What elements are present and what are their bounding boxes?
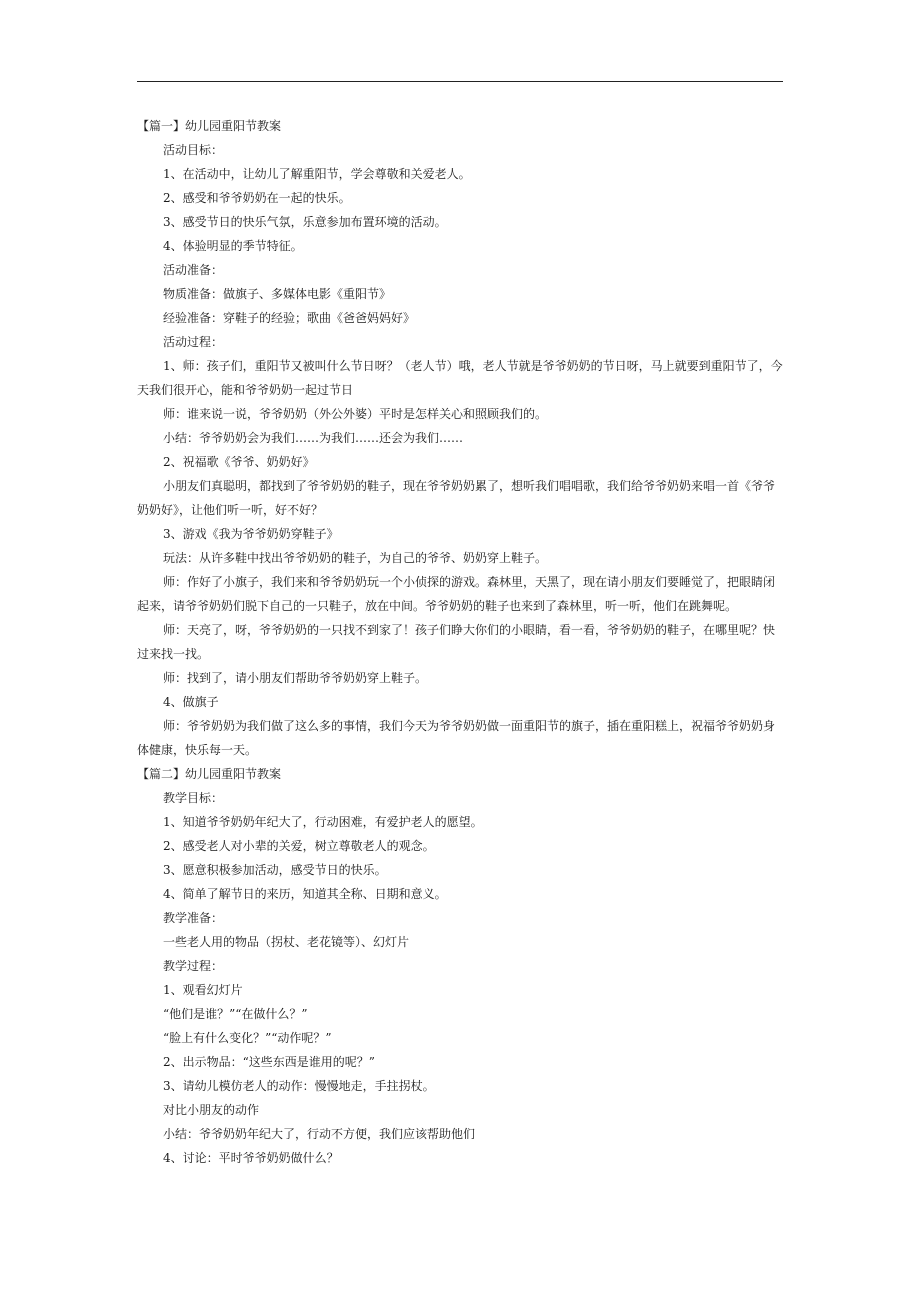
paragraph-line: 师：谁来说一说，爷爷奶奶（外公外婆）平时是怎样关心和照顾我们的。 <box>163 407 548 421</box>
paragraph-line: 对比小朋友的动作 <box>163 1103 260 1117</box>
paragraph-line: 小结：爷爷奶奶年纪大了，行动不方便，我们应该帮助他们 <box>163 1127 476 1141</box>
paragraph-line: 1、在活动中，让幼儿了解重阳节，学会尊敬和关爱老人。 <box>163 167 471 181</box>
paragraph-line: 2、出示物品：“这些东西是谁用的呢？” <box>163 1055 375 1069</box>
paragraph-line: “脸上有什么变化？”“动作呢？” <box>163 1031 332 1045</box>
paragraph-line: 4、讨论：平时爷爷奶奶做什么？ <box>163 1151 339 1165</box>
paragraph-line: 3、游戏《我为爷爷奶奶穿鞋子》 <box>163 527 339 541</box>
section-2-content <box>137 786 785 1170</box>
paragraph-line: 经验准备：穿鞋子的经验；歌曲《爸爸妈妈好》 <box>163 311 416 325</box>
paragraph-line: 师：爷爷奶奶为我们做了这么多的事情，我们今天为爷爷奶奶做一面重阳节的旗子，插在重阳糕上，祝福爷爷奶奶身体健康，快乐每一天。 <box>137 719 776 757</box>
section-1-heading: 【篇一】幼儿园重阳节教案 <box>137 119 282 133</box>
paragraph-line: 师：找到了，请小朋友们帮助爷爷奶奶穿上鞋子。 <box>163 671 428 685</box>
paragraph-line: 1、观看幻灯片 <box>163 983 243 997</box>
paragraph-line: 玩法：从许多鞋中找出爷爷奶奶的鞋子，为自己的爷爷、奶奶穿上鞋子。 <box>163 551 548 565</box>
header-rule <box>137 81 783 82</box>
paragraph-line: 4、体验明显的季节特征。 <box>163 239 303 253</box>
paragraph-line: 物质准备：做旗子、多媒体电影《重阳节》 <box>163 287 392 301</box>
paragraph-line: “他们是谁？”“在做什么？” <box>163 1007 308 1021</box>
paragraph-line: 4、做旗子 <box>163 695 219 709</box>
paragraph-line: 活动过程： <box>163 335 224 349</box>
paragraph-line: 4、简单了解节日的来历，知道其全称、日期和意义。 <box>163 887 447 901</box>
paragraph-line: 教学目标： <box>163 791 224 805</box>
paragraph-line: 活动目标： <box>163 143 224 157</box>
paragraph-line: 3、感受节日的快乐气氛，乐意参加布置环境的活动。 <box>163 215 447 229</box>
paragraph-line: 活动准备： <box>163 263 224 277</box>
paragraph-line: 1、知道爷爷奶奶年纪大了，行动困难，有爱护老人的愿望。 <box>163 815 483 829</box>
paragraph-line: 教学过程： <box>163 959 224 973</box>
section-1-content <box>137 138 785 762</box>
paragraph-line: 小结：爷爷奶奶会为我们……为我们……还会为我们…… <box>163 431 464 445</box>
paragraph-line: 师：作好了小旗子，我们来和爷爷奶奶玩一个小侦探的游戏。森林里，天黑了，现在请小朋友们要睡觉了，把眼睛闭起来，请爷爷奶奶们脱下自己的一只鞋子，放在中间。爷爷奶奶的鞋子也来到了森林里，听一听，他们在跳舞呢。 <box>137 575 776 613</box>
paragraph-line: 小朋友们真聪明，都找到了爷爷奶奶的鞋子，现在爷爷奶奶累了，想听我们唱唱歌，我们给爷爷奶奶来唱一首《爷爷奶奶好》，让他们听一听，好不好？ <box>137 479 776 517</box>
section-2-heading: 【篇二】幼儿园重阳节教案 <box>137 767 282 781</box>
paragraph-line: 3、请幼儿模仿老人的动作：慢慢地走，手拄拐杖。 <box>163 1079 435 1093</box>
paragraph-line: 一些老人用的物品（拐杖、老花镜等）、幻灯片 <box>163 935 410 949</box>
paragraph-line: 2、感受老人对小辈的关爱，树立尊敬老人的观念。 <box>163 839 435 853</box>
paragraph-line: 1、师：孩子们，重阳节又被叫什么节日呀？（老人节）哦，老人节就是爷爷奶奶的节日呀，马上就要到重阳节了，今天我们很开心，能和爷爷奶奶一起过节日 <box>137 359 783 397</box>
paragraph-line: 2、感受和爷爷奶奶在一起的快乐。 <box>163 191 351 205</box>
paragraph-line: 3、愿意积极参加活动，感受节日的快乐。 <box>163 863 387 877</box>
document-body <box>137 114 785 1170</box>
paragraph-line: 教学准备： <box>163 911 224 925</box>
paragraph-line: 师：天亮了，呀，爷爷奶奶的一只找不到家了！孩子们睁大你们的小眼睛，看一看，爷爷奶奶的鞋子，在哪里呢？快过来找一找。 <box>137 623 776 661</box>
paragraph-line: 2、祝福歌《爷爷、奶奶好》 <box>163 455 315 469</box>
